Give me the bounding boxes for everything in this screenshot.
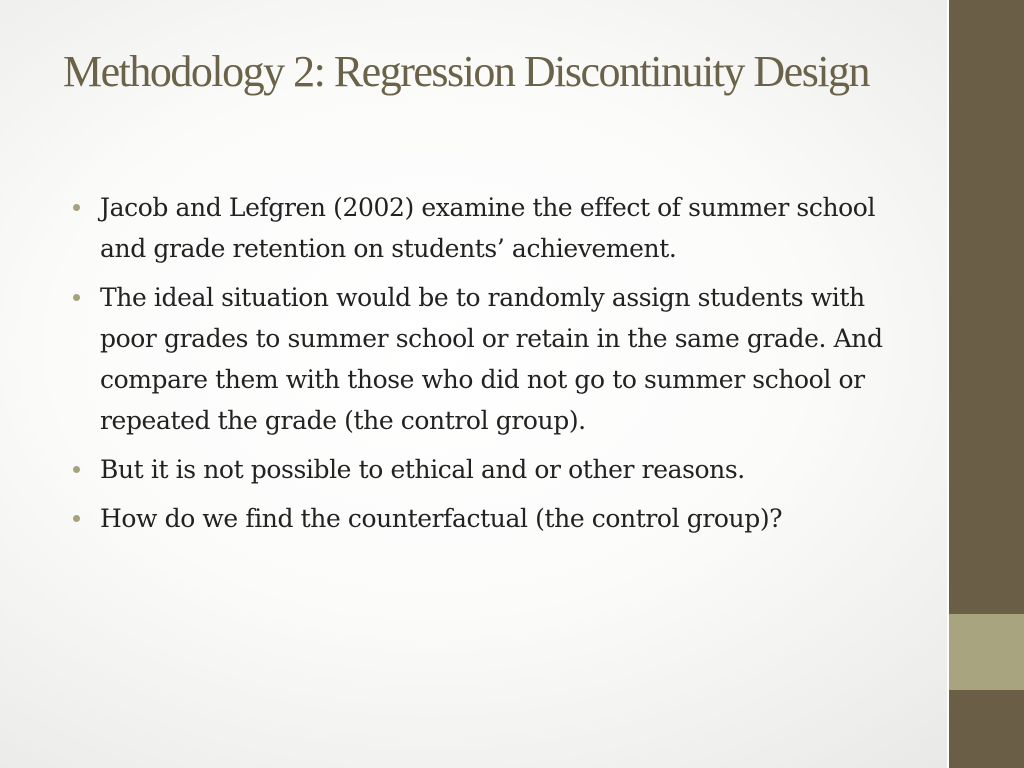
bullet-text: The ideal situation would be to randomly assign students with poor grades to summer school or retain in the same grade. And compare them with those who did not go to summer school or repeated the grade (the control group). (100, 283, 883, 435)
bullet-dot-icon (73, 515, 80, 522)
bullet-text: How do we find the counterfactual (the control group)? (100, 504, 783, 533)
bullet-list (73, 187, 893, 547)
sidebar-accent-band (949, 614, 1024, 690)
bullet-item (73, 498, 893, 539)
bullet-text: Jacob and Lefgren (2002) examine the effect of summer school and grade retention on students’ achievement. (100, 193, 876, 263)
bullet-dot-icon (73, 294, 80, 301)
bullet-item (73, 187, 893, 269)
slide-title: Methodology 2: Regression Discontinuity Design (63, 47, 870, 96)
sidebar-dark-band-bottom (949, 690, 1024, 768)
bullet-item (73, 449, 893, 490)
sidebar-dark-band (949, 0, 1024, 614)
bullet-dot-icon (73, 466, 80, 473)
bullet-dot-icon (73, 204, 80, 211)
bullet-item (73, 277, 893, 441)
decorative-sidebar (947, 0, 1024, 768)
bullet-text: But it is not possible to ethical and or other reasons. (100, 455, 745, 484)
